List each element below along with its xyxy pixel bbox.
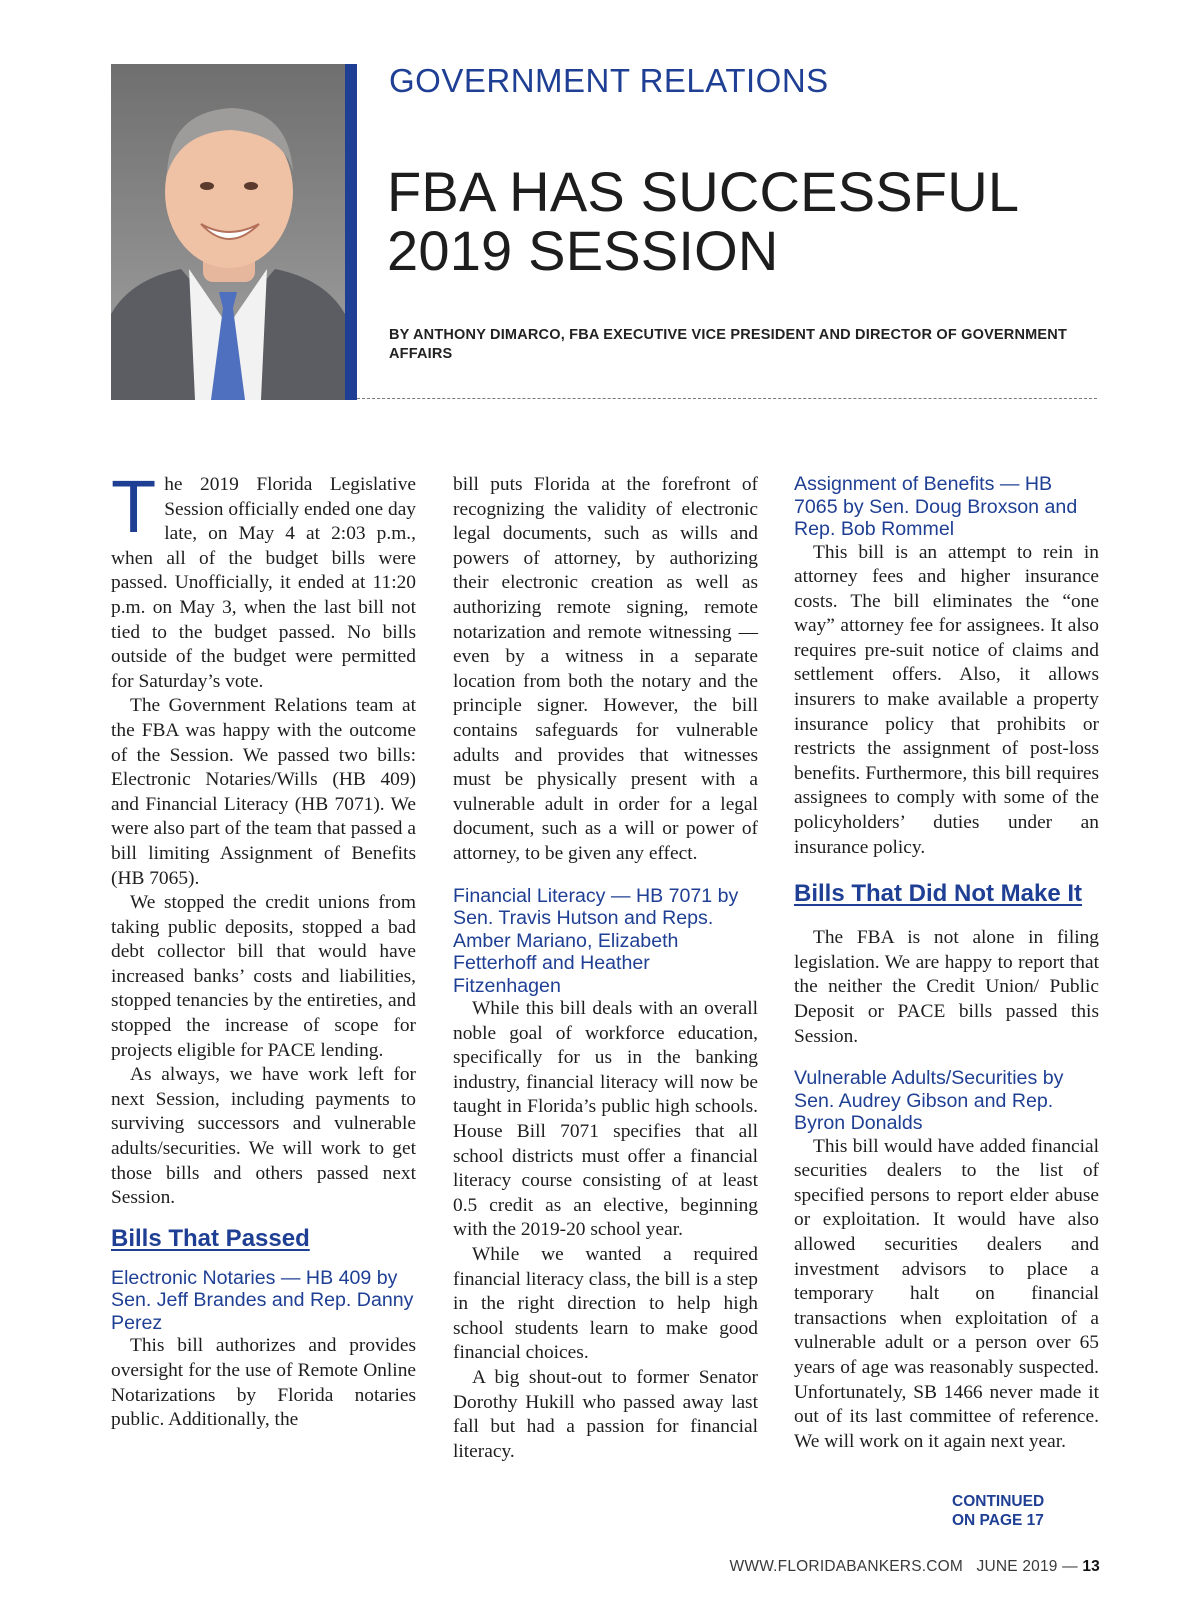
paragraph: This bill is an attempt to rein in attorney fees and higher insurance costs. The bill eliminates the “one way” attorney fee for assignees. It also requires pre-suit notice of claims and settlement offers. Also, it allows insurers to make available a property insurance policy that prohibits or restricts the assignment of post-loss benefits. Furthermore, this bill requires assignees to comply with some of the policyholders’ duties under an insurance policy. [794, 541, 1099, 858]
paragraph: The FBA is not alone in filing legislation. We are happy to report that the neither the Credit Union/ Public Deposit or PACE bills passed this Session. [794, 927, 1099, 1047]
footer-issue: JUNE 2019 — [976, 1558, 1078, 1575]
paragraph: The Government Relations team at the FBA was happy with the outcome of the Session. We passed two bills: Electronic Notaries/Wills (HB 409) and Financial Literacy (HB 7071). We were also part of the team that passed a bill limiting Assignment of Benefits (HB 7065). [111, 695, 416, 889]
continued-page: ON PAGE 17 [952, 1512, 1044, 1529]
divider [357, 398, 1097, 399]
subhead-financial-literacy: Financial Literacy — HB 7071 by Sen. Travis Hutson and Reps. Amber Mariano, Elizabeth Fetterhoff and Heather Fitzenhagen [453, 884, 739, 997]
paragraph: We stopped the credit unions from taking public deposits, stopped a bad debt collector bill that would have increased banks’ costs and liabilities, stopped tenancies by the entireties, and stopped the increase of scope for projects eligible for PACE lending. [111, 892, 416, 1061]
heading-bills-passed: Bills That Passed [111, 1224, 310, 1252]
portrait-illustration [111, 64, 345, 400]
intro-text: he 2019 Florida Legislative Session officially ended one day late, on May 4 at 2:03 p.m., when all of the budget bills were passed. Unofficially, it ended at 11:20 p.m. on May 3, when the last bill not tied to the budget passed. No bills outside of the budget were permitted for Saturday’s vote. [111, 474, 416, 692]
heading-bills-not-made: Bills That Did Not Make It [794, 880, 1083, 908]
column-3 [794, 473, 1099, 1454]
subhead-vulnerable-adults: Vulnerable Adults/Securities by Sen. Audrey Gibson and Rep. Byron Donalds [794, 1067, 1064, 1135]
intro-paragraph [111, 465, 416, 694]
headline: FBA HAS SUCCESSFUL 2019 SESSION [387, 160, 1018, 282]
drop-cap: T [111, 465, 157, 548]
page-footer [730, 1558, 1100, 1576]
paragraph: A big shout-out to former Senator Dorothy Hukill who passed away last fall but had a passion for financial literacy. [453, 1366, 758, 1462]
column-1 [111, 465, 416, 1433]
paragraph: While this bill deals with an overall noble goal of workforce education, specifically for us in the banking industry, financial literacy will now be taught in Florida’s public high schools. House Bill 7071 specifies that all school districts must offer a financial literacy course consisting of at least 0.5 credit as an elective, beginning with the 2019-20 school year. [453, 998, 758, 1241]
paragraph: While we wanted a required financial literacy class, the bill is a step in the right direction to help high school students learn to make good financial choices. [453, 1243, 758, 1364]
accent-bar [345, 64, 357, 400]
section-label: GOVERNMENT RELATIONS [389, 62, 829, 99]
paragraph: bill puts Florida at the forefront of recognizing the validity of electronic legal documents, such as wills and powers of attorney, by authorizing their electronic creation as well as authorizing remote signing, remote notarization and remote witnessing — even by a witness in a separate location from both the notary and the principle signer. However, the bill contains safeguards for vulnerable adults and provides that witnesses must be physically present with a vulnerable adult in order for a legal document, such as a will or power of attorney, to be given any effect. [453, 474, 758, 864]
subhead-assignment-of-benefits: Assignment of Benefits — HB 7065 by Sen. Doug Broxson and Rep. Bob Rommel [794, 473, 1078, 540]
byline: BY ANTHONY DIMARCO, FBA EXECUTIVE VICE PRESIDENT AND DIRECTOR OF GOVERNMENT AFFAIRS [389, 327, 1068, 362]
author-photo [111, 64, 345, 400]
continued-line: CONTINUED [952, 1493, 1045, 1510]
continued-notice [952, 1492, 1082, 1530]
subhead-electronic-notaries: Electronic Notaries — HB 409 by Sen. Jeff Brandes and Rep. Danny Perez [111, 1266, 414, 1334]
column-2 [453, 473, 758, 1464]
paragraph: As always, we have work left for next Session, including payments to surviving successors and vulnerable adults/securities. We will work to get those bills and others passed next Session. [111, 1064, 416, 1209]
page-number: 13 [1082, 1558, 1100, 1575]
footer-site: WWW.FLORIDABANKERS.COM [729, 1558, 964, 1575]
paragraph: This bill would have added financial securities dealers to the list of specified persons to report elder abuse or exploitation. It would have also allowed securities dealers and investment advisors to place a temporary halt on financial transactions when exploitation of a vulnerable adult or a person over 65 years of age was reasonably suspected. Unfortunately, SB 1466 never made it out of its last committee of reference. We will work on it again next year. [794, 1135, 1099, 1452]
paragraph: This bill authorizes and provides oversight for the use of Remote Online Notarizations by Florida notaries public. Additionally, the [111, 1335, 416, 1431]
